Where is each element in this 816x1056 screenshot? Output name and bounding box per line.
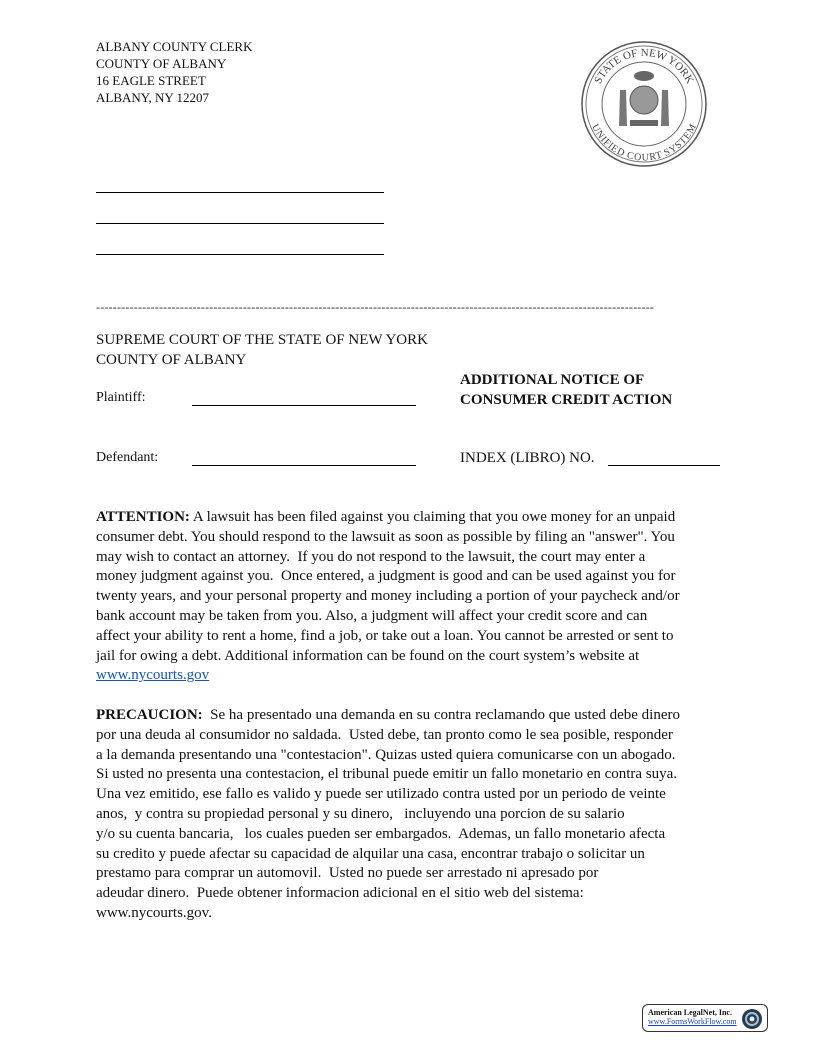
index-number-field[interactable] (608, 465, 720, 466)
separator-line: ------------------------------------------------------------------------------------------------------------------------------------- (96, 300, 655, 314)
defendant-label: Defendant: (96, 450, 159, 465)
attention-label: ATTENTION: (96, 509, 190, 525)
text-line: may wish to contact an attorney. If you do not respond to the lawsuit, the court may enter a (96, 548, 646, 565)
svg-text:UNIFIED COURT SYSTEM: UNIFIED COURT SYSTEM (589, 122, 699, 164)
defendant-field[interactable] (192, 465, 416, 466)
text-line: A lawsuit has been filed against you claiming that you owe money for an unpaid (189, 509, 676, 525)
address-line: ALBANY, NY 12207 (96, 90, 210, 105)
address-line: 16 EAGLE STREET (96, 73, 206, 88)
court-name: SUPREME COURT OF THE STATE OF NEW YORK (96, 332, 428, 348)
clerk-address (96, 38, 252, 106)
badge-company: American LegalNet, Inc. (648, 1008, 732, 1017)
address-blank-line-3[interactable] (96, 254, 384, 255)
index-number-label: INDEX (LIBRO) NO. (460, 450, 595, 466)
plaintiff-field[interactable] (192, 405, 416, 406)
text-line: twenty years, and your personal property and money including a portion of your paycheck and/or (96, 588, 680, 605)
text-line: Una vez emitido, ese fallo es valido y puede ser utilizado contra usted por un periodo de veinte (96, 786, 666, 803)
text-line: Si usted no presenta una contestacion, el tribunal puede emitir un fallo monetario en contra suya. (96, 766, 678, 783)
text-line: su credito y puede afectar su capacidad de alquilar una casa, encontrar trabajo o solicitar un (96, 845, 645, 862)
text-line: a la demanda presentando una "contestacion". Quizas usted quiera comunicarse con un abogado. (96, 746, 676, 763)
precaucion-paragraph (96, 706, 736, 924)
precaucion-label: PRECAUCION: (96, 707, 203, 723)
globe-logo-icon (741, 1008, 763, 1030)
court-county: COUNTY OF ALBANY (96, 352, 247, 368)
court-heading (96, 330, 428, 370)
nycourts-link[interactable]: www.nycourts.gov (96, 667, 210, 684)
address-line: ALBANY COUNTY CLERK (96, 39, 253, 54)
text-line: consumer debt. You should respond to the lawsuit as soon as possible by filing an "answer". You (96, 528, 675, 545)
text-line: money judgment against you. Once entered, a judgment is good and can be used against you for (96, 568, 676, 585)
text-line: bank account may be taken from you. Also, a judgment will affect your credit score and can (96, 607, 648, 624)
address-line: COUNTY OF ALBANY (96, 56, 227, 71)
footer-badge (642, 1004, 768, 1032)
badge-url-link[interactable]: www.FormsWorkFlow.com (648, 1017, 737, 1026)
court-seal-icon (580, 40, 708, 168)
text-line: affect your ability to rent a home, find a job, or take out a loan. You cannot be arrested or sent to (96, 627, 674, 644)
text-line: prestamo para comprar un automovil. Usted no puede ser arrestado ni apresado por (96, 865, 599, 882)
address-blank-line-1[interactable] (96, 192, 384, 193)
text-line: jail for owing a debt. Additional information can be found on the court system’s website at (96, 647, 640, 664)
svg-text:STATE OF NEW YORK: STATE OF NEW YORK (592, 46, 696, 86)
address-blank-line-2[interactable] (96, 223, 384, 224)
text-line: Se ha presentado una demanda en su contra reclamando que usted debe dinero (202, 707, 680, 723)
attention-paragraph (96, 508, 736, 686)
notice-title (460, 370, 672, 410)
text-line: www.nycourts.gov. (96, 904, 212, 921)
text-line: y/o su cuenta bancaria, los cuales pueden ser embargados. Ademas, un fallo monetario afecta (96, 825, 666, 842)
text-line: anos, y contra su propiedad personal y su dinero, incluyendo una porcion de su salario (96, 805, 625, 822)
notice-title-line: ADDITIONAL NOTICE OF (460, 372, 645, 388)
plaintiff-label: Plaintiff: (96, 390, 146, 405)
notice-title-line: CONSUMER CREDIT ACTION (460, 392, 673, 408)
text-line: adeudar dinero. Puede obtener informacion adicional en el sitio web del sistema: (96, 885, 584, 902)
text-line: por una deuda al consumidor no saldada. Usted debe, tan pronto como le sea posible, responder (96, 726, 673, 743)
